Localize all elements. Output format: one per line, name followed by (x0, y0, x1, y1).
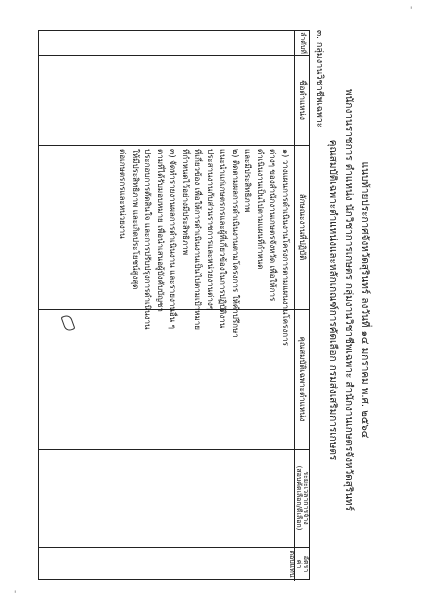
column-divider (39, 145, 309, 146)
header-position: ชื่อตำแหน่ง (298, 80, 307, 120)
header-remark-line2: ค่าตอบแทน (288, 550, 303, 578)
header-remark-line1: อัตรา (302, 555, 310, 573)
duties-line: แนะนำแก่เกษตรกรและผู้ที่เกี่ยวข้องในการปฏิบัติงาน (218, 149, 228, 329)
header-renewal (295, 449, 309, 547)
duties-line: ๒) ติดตามผลการดำเนินงานตามโครงการ ให้คำปรึกษา (231, 149, 240, 338)
corner-mark: - (10, 590, 20, 594)
duties-line: ที่เกี่ยวข้อง เพื่อให้การดำเนินงานเป็นไปตามเป้าหมาย (193, 149, 203, 330)
duties-line: ประกอบการตัดสินใจ และการปรับปรุงการดำเนินงาน (143, 149, 153, 330)
duties-line: ต่อเกษตรกรและหน่วยงาน (118, 149, 128, 239)
section-title: ๓. กลุ่มงานวิชาชีพเฉพาะ (314, 30, 324, 128)
duties-line: ให้มีประสิทธิภาพ และเกิดประโยชน์สูงสุด (131, 149, 140, 290)
header-line-1: แนบท้ายประกาศจังหวัดสุรินทร์ ลงวันที่ ๑๔ มกราคม พ.ศ. ๒๕๖๔ (359, 161, 370, 439)
signature-mark (61, 314, 76, 332)
header-qualification: คุณสมบัติเฉพาะตำแหน่ง (298, 336, 307, 422)
duties-line: ดำเนินงานเป็นไปตามแผนที่กำหนด (256, 149, 265, 270)
qualification-table (38, 30, 310, 580)
column-divider (39, 55, 309, 56)
header-renewal-line2: (สอบคัดเลือก/ดีเลือก) (295, 465, 303, 531)
header-line-3: คุณสมบัติเฉพาะตำแหน่งและหลักเกณฑ์การคัดเลือก กรมส่งเสริมการเกษตร (327, 139, 338, 461)
header-line-2: พนักงานราชการ ตำแหน่ง นักวิชาการเกษตร กลุ่มงานวิชาชีพเฉพาะ สำนักงานเกษตรจังหวัดสุรินทร์ (343, 89, 354, 511)
header-renewal-line1: ระยะเวลาการจ้าง (302, 471, 310, 525)
duties-line: และมีประสิทธิภาพ (243, 149, 253, 213)
header-remark (288, 547, 309, 581)
column-divider (39, 449, 309, 450)
header-duties: ลักษณะงานที่ปฏิบัติ (298, 193, 307, 261)
duties-line: ประสานงานกับส่วนราชการและหน่วยงานต่างๆ (206, 149, 215, 311)
duties-line: ๑) วางแผนการดำเนินงานโครงการตามแผนงานโครงการ (281, 149, 290, 346)
corner-mark: - (406, 6, 416, 10)
duties-line: ที่กำหนดไว้อย่างมีประสิทธิภาพ (181, 149, 190, 255)
duties-line: ต่างๆ ของสำนักงานเกษตรจังหวัด เพื่อให้การ (268, 149, 278, 302)
header-no: ลำดับที่ (299, 32, 307, 54)
column-divider (39, 547, 309, 548)
duties-line: ๓) จัดทำรายงานผลการดำเนินงาน และรายงานอื่น ๆ (168, 149, 178, 329)
duties-cell (116, 149, 291, 346)
duties-line: ตามที่ได้รับมอบหมาย เพื่อนำเสนอผู้บังคับบัญชา (156, 149, 165, 312)
